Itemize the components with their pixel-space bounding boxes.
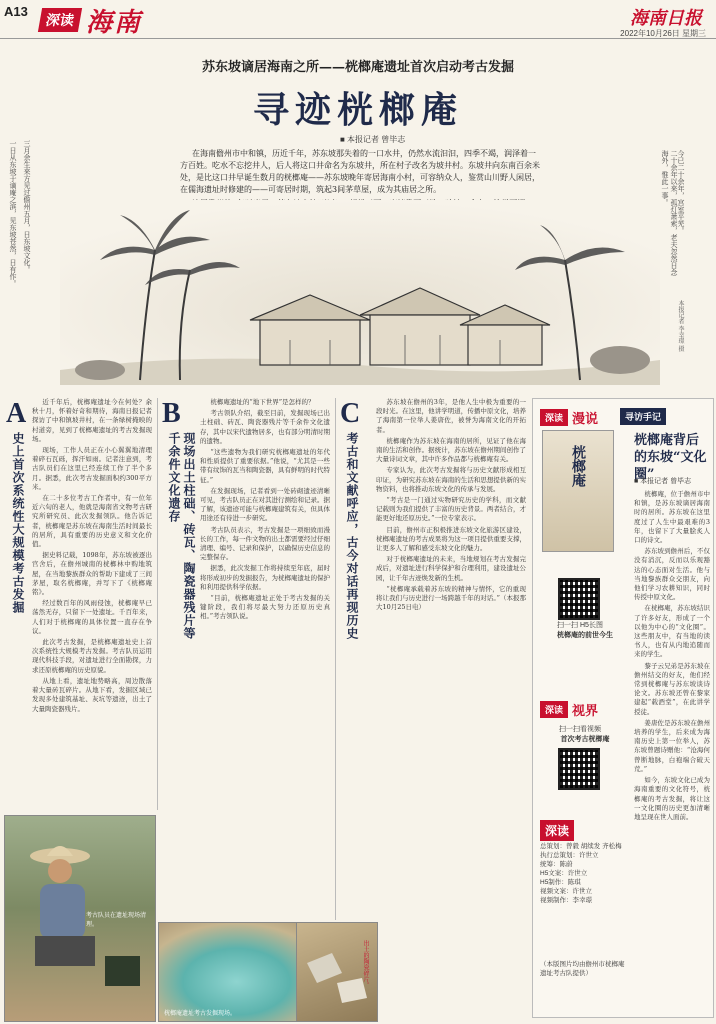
paragraph: 姜唐佐是苏东坡在儋州培养的学生，后来成为海南历史上第一位举人，苏东坡曾题诗赠他：“沧海何曾断地脉，白袍端合破天荒。” (634, 718, 710, 773)
column-divider (157, 398, 158, 810)
section-box: 深读 (38, 8, 82, 32)
paragraph: 苏东坡在儋州的3年，是他人生中极为重要的一段时光。在这里，他讲学明道，传播中原文化，培养了海南第一位举人姜唐佐，被誉为海南文化的开拓者。 (376, 398, 526, 434)
staff-line: 统筹：陈蔚 (540, 861, 573, 868)
paragraph: 如今，东坡文化已成为海南重要的文化符号，桄榔庵的考古发掘，将让这一文化圈的历史更加清晰地呈现在世人面前。 (634, 776, 710, 821)
section-a-body (32, 398, 152, 810)
paragraph: 现场，工作人员正在小心翼翼地清理着碎石瓦砾，挥汗如雨。记者注意到，考古队员们在这里已经连续工作了半个多月。据悉，此次考古发掘面积约300平方米。 (32, 446, 152, 491)
section-b-body (200, 398, 330, 920)
essay-title: 桄榔庵背后的东坡“文化圈” (634, 433, 707, 482)
sidebar-tag-shijie (540, 700, 598, 719)
tag-label: 深读 (540, 409, 568, 426)
book-cover (542, 430, 614, 552)
staff-line: 执行总策划：许世立 (540, 852, 599, 859)
poem-right-a: 二十余年以来，孤灯萧索，老夫忽然日念海外，惟此一事。 (661, 150, 678, 276)
subheadline: 苏东坡谪居海南之所——桄榔庵遗址首次启动考古发掘 (201, 60, 514, 75)
staff-line: 视频文案：许世立 (540, 888, 592, 895)
section-b-title: 现场出土柱础、砖瓦、陶瓷器残片等千余件文化遗存 (167, 432, 196, 640)
qr-video-title: 首次考古桄榔庵 (560, 736, 610, 743)
paragraph: 在二十多位考古工作者中，有一位年近六旬的老人，他就是海南省文物考古研究所研究员、此次发掘领队。他告诉记者，桄榔庵是苏东坡在海南生活时间最长的居所，具有重要的历史意义和文化价值。 (32, 494, 152, 549)
headline: 寻迹桄榔庵 (252, 89, 463, 131)
header-rule (0, 38, 716, 39)
paragraph: “目前，桄榔庵遗址正处于考古发掘的关键阶段，我们将尽最大努力还原历史真相。”考古领队说。 (200, 594, 330, 621)
section-a-title: 史上首次系统性大规模考古发掘 (11, 432, 25, 614)
staff-line: 视频制作：李幸璟 (540, 897, 592, 904)
photo-caption: 桄榔庵遗址考古发掘现场。 (164, 1010, 237, 1017)
sidebar-tag-deep (540, 820, 574, 841)
paragraph: 桄榔庵遗址的“地下世界”是怎样的？ (210, 398, 315, 406)
paragraph: 目前，儋州市正积极推进东坡文化旅游区建设，桄榔庵遗址的考古成果将为这一项目提供重要支撑，让更多人了解和感受东坡文化的魅力。 (376, 525, 526, 553)
essay-byline: ■ 本报记者 曾毕志 (634, 478, 692, 485)
paragraph: “这些遗物为我们研究桄榔庵遗址的年代和性质提供了重要依据。”他说，“尤其是一些带有纹饰的瓦当和陶瓷器，具有鲜明的时代特征。” (200, 448, 330, 484)
paragraph: “桄榔庵承载着苏东坡的精神与情怀，它的重现将让我们与历史进行一场跨越千年的对话。”（本报那大10月25日电） (376, 584, 526, 612)
paragraph: 在发掘现场，记者看到一处砖砌遗迹清晰可见，考古队员正在对其进行测绘和记录。据了解，该遗迹可能与桄榔庵建筑有关，但具体用途还有待进一步研究。 (200, 486, 330, 523)
staff-list (540, 842, 630, 905)
poem-left-a: 一日从东坡于谪庵之滨，见东坡苍然，日有作。 (9, 140, 17, 287)
section-big: 海南 (86, 7, 143, 38)
ink-illustration (60, 200, 660, 385)
paragraph: 据悉，此次发掘工作将持续至年底，届时将形成初步的发掘报告，为桄榔庵遗址的保护和利用提供科学依据。 (200, 564, 330, 591)
paragraph: 对于桄榔庵遗址的未来，当地规划在考古发掘完成后，对遗址进行科学保护和合理利用，建设遗址公园，让千年古迹焕发新的生机。 (376, 555, 526, 582)
paragraph: 苏东坡到儋州后，不仅没有消沉，反而以乐观豁达的心态面对生活。他与当地黎族群众交朋友，向他们学习农耕知识，同时传授中原文化。 (634, 547, 710, 602)
paper-date: 2022年10月26日 星期三 (620, 29, 706, 38)
paper-name: 海南日报 (630, 8, 702, 29)
page-number: A13 (4, 4, 28, 19)
qr-code-h5[interactable] (558, 578, 600, 620)
book-title: 桄榔庵 (570, 445, 586, 487)
qr-video-text: 扫一扫看视频 (559, 726, 601, 733)
paragraph: 专家认为，此次考古发掘将与历史文献形成相互印证，为研究苏东坡在海南的生活和思想提供新的实物资料，也将推动东坡文化的传承与发展。 (376, 466, 526, 493)
staff-line: 总策划：曾毅 胡续发 齐松梅 (540, 843, 622, 850)
poem-right-b: 今已二十余年，宫室平芜。 (677, 150, 685, 234)
qr-h5-title: 桄榔庵的前世今生 (557, 632, 613, 639)
section-a-letter: A (6, 398, 27, 429)
image-credit: 本报记者 李幸璟 摄 (677, 300, 684, 352)
paragraph: 桄榔庵，位于儋州市中和镇，是苏东坡谪居海南时的居所。苏东坡在这里度过了人生中最艰难的3年，也留下了大量脍炙人口的诗文。 (634, 490, 710, 545)
lede-paragraph: 在海南儋州市中和镇，历近千年，苏东坡那失着的一口水井，仍然水流汩汩，四季不竭，润泽着一方百姓。吃水不忘挖井人，后人将这口井命名为东坡井，所在村子改名为坡井村。东坡井向东南百余米处，是比这口井早诞生数月的桄榔庵——苏东坡晚年寄居海南小村，可容纳众人，鉴赏山川野人闲居，在儒海遗址时修建的——可寄居时期，筑起3间茅草屋，成为其庙居之所。 (180, 149, 540, 194)
paragraph: 近千年后，桄榔庵遗址今在何处？余秋十月，怀着好奇和期待，海南日报记者探访了中和镇坡井村，在一条绿树掩映的村道旁，见到了桄榔庵遗址的考古发掘现场。 (32, 398, 152, 443)
paragraph: 在桄榔庵，苏东坡结识了许多好友，形成了一个以他为中心的“文化圈”。这些朋友中，有当地的读书人，也有从内地追随而来的学生。 (634, 604, 710, 659)
paragraph: 考古队员表示，考古发掘是一项细致而漫长的工作，每一件文物的出土都需要经过仔细清理、编号、记录和保护，以确保历史信息的完整保存。 (200, 525, 330, 562)
paragraph: 桄榔庵作为苏东坡在海南的居所，见证了他在海南的生活和创作。据统计，苏东坡在儋州期间创作了大量诗词文章，其中许多作品都与桄榔庵有关。 (376, 436, 526, 464)
paragraph: 经过数百年的风雨侵蚀，桄榔庵早已荡然无存，只留下一处遗址。千百年来，人们对于桄榔庵的具体位置一直存在争议。 (32, 599, 152, 635)
column-divider (335, 398, 336, 920)
section-c-body (376, 398, 526, 958)
qr-code-video[interactable] (558, 748, 600, 790)
section-logo (40, 6, 160, 38)
tag-label: 深读 (540, 820, 574, 841)
photo-caption: 出土的陶瓷碎片。 (362, 940, 369, 988)
paragraph: 考古领队介绍，截至目前，发掘现场已出土柱础、砖瓦、陶瓷器残片等千余件文化遗存，其中以宋代遗物居多，也有部分明清时期的遗物。 (200, 409, 330, 445)
paragraph: “考古是一门通过实物研究历史的学科，而文献记载则为我们提供了丰富的历史背景。两者结合，才能更好地还原历史。”一位专家表示。 (376, 496, 526, 523)
staff-line: H5制作：陈琪 (540, 879, 581, 886)
tag-label: 深读 (540, 701, 568, 718)
qr-h5-text: 扫一扫 H5长图 (557, 622, 603, 629)
section-c-title: 考古和文献呼应，古今对话再现历史 (345, 432, 359, 640)
tag-sub: 漫说 (572, 412, 599, 427)
photo-notice: （本版图片均由儋州市桄榔庵遗址考古队提供） (540, 961, 625, 977)
section-c-letter: C (340, 398, 361, 429)
staff-line: H5文案：许世立 (540, 870, 588, 877)
byline: ■ 本报记者 曾毕志 (340, 135, 406, 144)
paragraph: 据史料记载，1098年，苏东坡被逐出官舍后，在儋州城南的桄榔林中购地筑屋，在当地黎族群众的帮助下建成了三间茅屋，取名桄榔庵，并写下了《桄榔庵铭》。 (32, 551, 152, 597)
tag-sub: 视界 (572, 704, 599, 719)
tag-label: 寻访手记 (620, 408, 666, 425)
photo-caption: 考古队员在遗址现场清理。 (86, 912, 147, 928)
sidebar-tag-manshuo (540, 408, 598, 427)
essay-body (634, 490, 710, 1014)
paragraph: 黎子云兄弟是苏东坡在儋州结交的好友，他们经常到桄榔庵与苏东坡谈诗论文。苏东坡还曾在黎家建起“载酒堂”，在此讲学授徒。 (634, 661, 710, 716)
poem-left-b: 三月余生来方见过儋州五月，日东坡文化。 (23, 140, 31, 273)
paragraph: 从地上看，遗址地势略高，周边散落着大量砖瓦碎片。从地下看，发掘区域已发现多处建筑基址、灰坑等遗迹，出土了大量陶瓷器残片。 (32, 676, 152, 713)
sidebar-tag-xunfang (620, 408, 666, 425)
section-b-letter: B (162, 398, 181, 429)
paragraph: 此次考古发掘，是桄榔庵遗址史上首次系统性大规模考古发掘。考古队员运用现代科技手段，对遗址进行全面勘探，力求还原桄榔庵的历史原貌。 (32, 638, 152, 674)
